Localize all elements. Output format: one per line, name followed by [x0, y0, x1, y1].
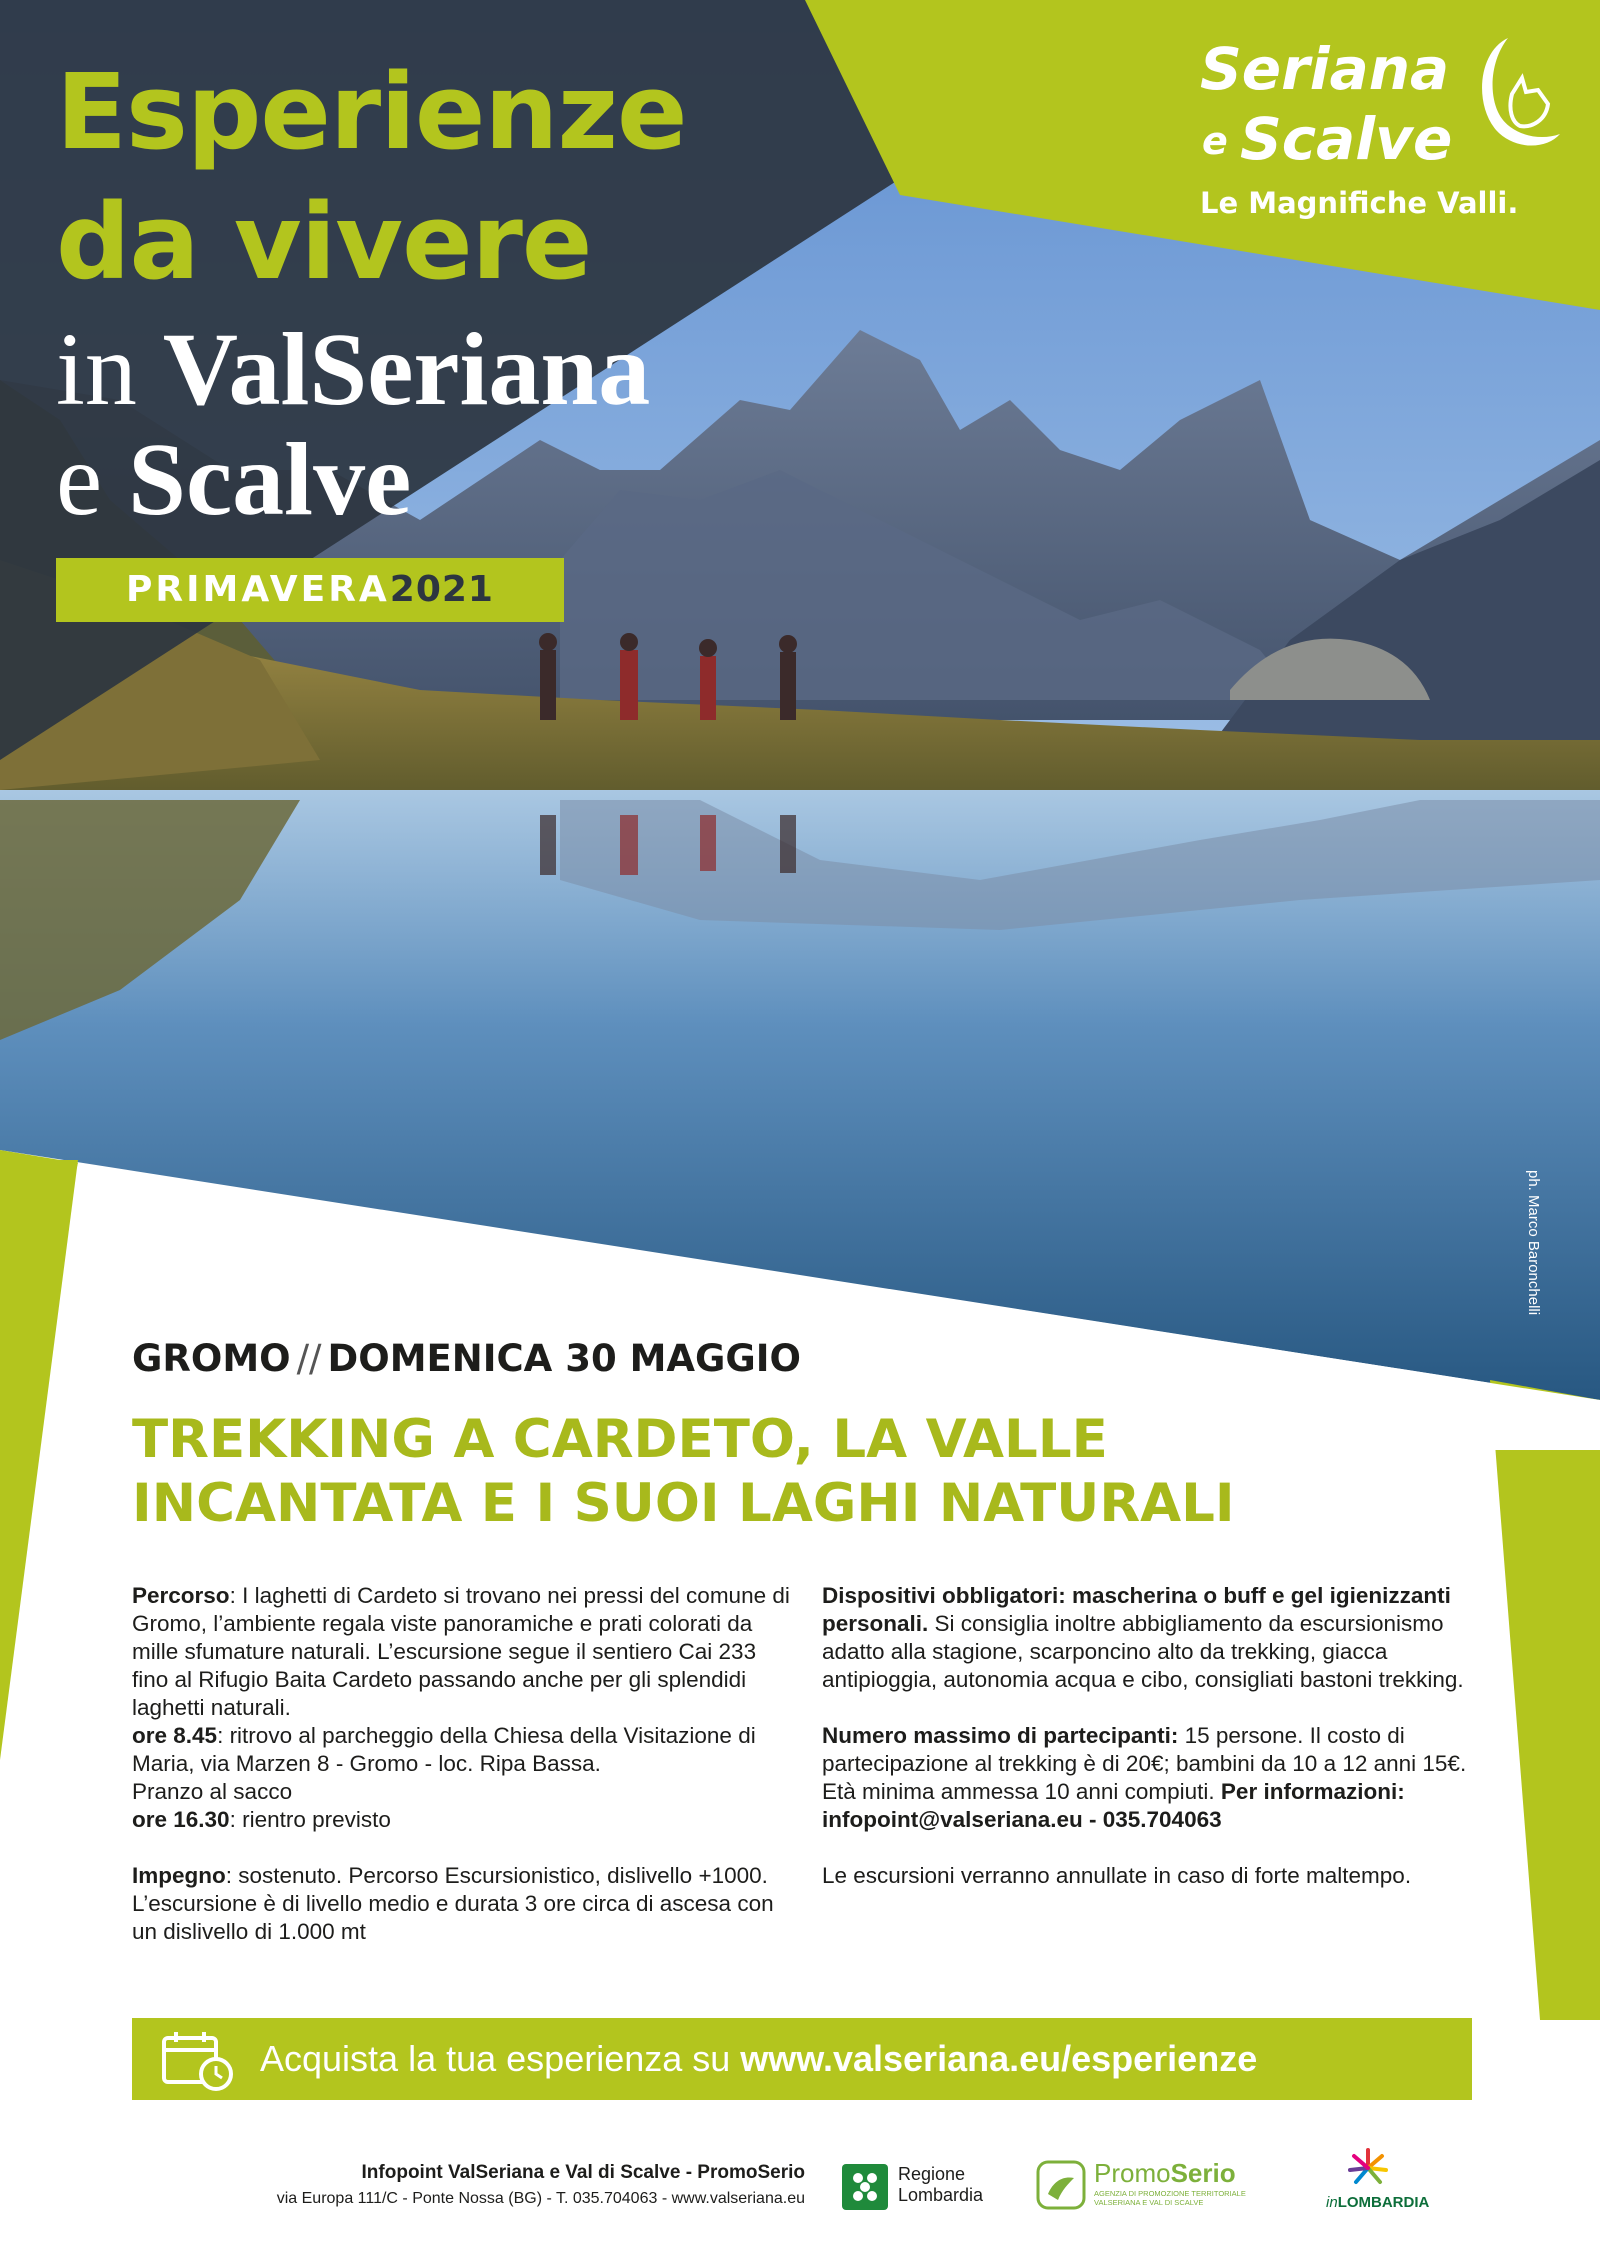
brand-name-line2: Scalve: [1240, 105, 1453, 173]
info-contact-link[interactable]: Per informazioni: infopoint@valseriana.eu - 035.704063: [822, 1779, 1405, 1832]
ritrovo-paragraph: ore 8.45: ritrovo al parcheggio della Chiesa della Visitazione di Maria, via Marzen 8 - Gromo - loc. Ripa Bassa.: [132, 1723, 756, 1776]
brand-name-e: e: [1202, 119, 1228, 163]
partecipanti-paragraph: Numero massimo di partecipanti: 15 persone. Il costo di partecipazione al trekking è di 20€; bambini da 10 a 12 anni 15€. Età minima ammessa 10 anni compiuti. Per informazioni: infopoint@valseriana.eu - 035.704063: [822, 1723, 1467, 1832]
details-left-column: [132, 1582, 792, 1946]
hero-title-line3: in ValSeriana: [56, 312, 651, 427]
rientro-paragraph: ore 16.30: rientro previsto: [132, 1807, 391, 1832]
right-green-wedge: [1480, 1380, 1600, 2020]
brand-name-line1: Seriana: [1200, 35, 1450, 103]
hero-title-line2: da vivere: [56, 181, 592, 303]
hero-title-line1: Esperienze: [56, 51, 687, 173]
regione-line1: Regione: [898, 2164, 966, 2184]
percorso-paragraph: Percorso: I laghetti di Cardeto si trovano nei pressi del comune di Gromo, l’ambiente regala viste panoramiche e prati colorati da mille sfumature naturali. L’escursione segue il sentiero Cai 233 fino al Rifugio Baita Cardeto passando anche per gli splendidi laghetti naturali.: [132, 1583, 790, 1720]
purchase-banner[interactable]: [132, 2018, 1472, 2100]
brand-tagline: Le Magnifiche Valli.: [1200, 186, 1519, 220]
season-badge: PRIMAVERA2021: [56, 558, 564, 622]
purchase-text: Acquista la tua esperienza su www.valseriana.eu/esperienze: [260, 2038, 1258, 2079]
dispositivi-paragraph: Dispositivi obbligatori: mascherina o buff e gel igienizzanti personali. Si consiglia inoltre abbigliamento da escursionismo adatto alla stagione, scarponcino alto da trekking, giacca antipioggia, autonomia acqua e cibo, consigliati bastoni trekking.: [822, 1583, 1464, 1692]
photo-credit: ph. Marco Baronchelli: [1525, 1170, 1542, 1316]
regione-line2: Lombardia: [898, 2185, 984, 2205]
footer-address: via Europa 111/C - Ponte Nossa (BG) - T. 035.704063 - www.valseriana.eu: [276, 2190, 805, 2207]
esperienze-link[interactable]: www.valseriana.eu/esperienze: [740, 2038, 1258, 2079]
impegno-paragraph: Impegno: sostenuto. Percorso Escursionistico, dislivello +1000. L’escursione è di livello medio e durata 3 ore circa di ascesa con un dislivello di 1.000 mt: [132, 1863, 774, 1944]
white-diagonal: [0, 1150, 1600, 1450]
inlombardia-logo: inLOMBARDIA: [1318, 2148, 1418, 2218]
calendar-clock-icon: [160, 2028, 236, 2092]
pranzo-paragraph: Pranzo al sacco: [132, 1779, 293, 1804]
footer-contact: [277, 2160, 805, 2212]
fox-moon-icon: [1468, 34, 1564, 158]
event-date: GROMO // DOMENICA 30 MAGGIO: [132, 1337, 801, 1380]
regione-lombardia-logo: [842, 2162, 1012, 2212]
details-right-column: [822, 1582, 1482, 1890]
promoserio-logo: PromoSerio AGENZIA DI PROMOZIONE TERRITORIALE VALSERIANA E VAL DI SCALVE: [1036, 2158, 1256, 2214]
hero-title-line4: e Scalve: [56, 422, 412, 537]
annullamento-paragraph: Le escursioni verranno annullate in caso di forte maltempo.: [822, 1863, 1412, 1888]
footer-org-name: Infopoint ValSeriana e Val di Scalve - PromoSerio: [361, 2162, 805, 2183]
event-title: TREKKING A CARDETO, LA VALLE INCANTATA E I SUOI LAGHI NATURALI: [132, 1409, 1235, 1534]
